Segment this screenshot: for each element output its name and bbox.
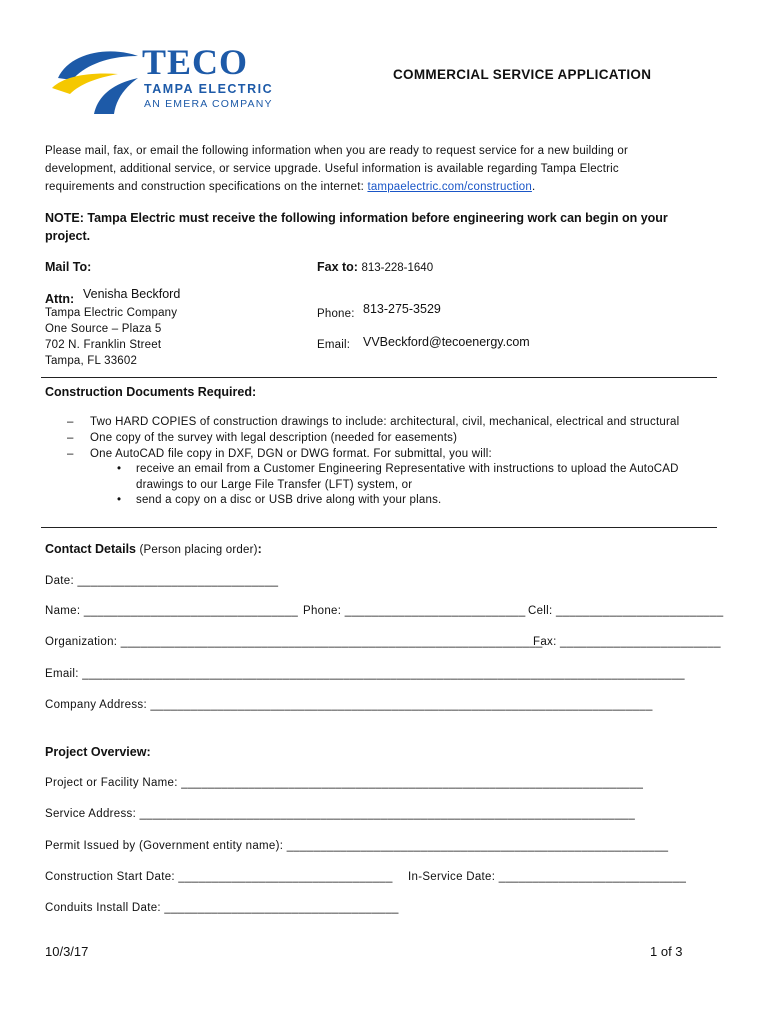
dash-icon: – — [67, 432, 74, 444]
date-field[interactable]: Date: ______________________________ — [45, 575, 279, 587]
construction-link[interactable]: tampaelectric.com/construction — [367, 181, 532, 193]
contact-details-heading — [45, 542, 262, 556]
bullet-icon: • — [117, 494, 122, 506]
intro-line-2: development, additional service, or service upgrade. Useful information is available regarding Tampa Electric — [45, 163, 619, 175]
company-address-field[interactable]: Company Address: ___________________________________________________________________________ — [45, 699, 653, 711]
fax-field[interactable]: Fax: ________________________ — [533, 636, 721, 648]
mail-to-label: Mail To: — [45, 260, 92, 274]
footer-page-number: 1 of 3 — [650, 944, 683, 959]
phone-label: Phone: — [317, 308, 355, 320]
construction-docs-heading: Construction Documents Required: — [45, 385, 257, 399]
note-line-2: project. — [45, 229, 91, 243]
doc-sub-item-1-cont: drawings to our Large File Transfer (LFT) system, or — [136, 479, 413, 491]
fax-to-label — [317, 260, 433, 274]
doc-item-1: Two HARD COPIES of construction drawings to include: architectural, civil, mechanical, electrical and structural — [90, 416, 680, 428]
bullet-icon: • — [117, 463, 122, 475]
intro-line-3-text: requirements and construction specifications on the internet: — [45, 181, 368, 193]
footer-date: 10/3/17 — [45, 944, 89, 959]
contact-details-colon: : — [257, 542, 262, 556]
facility-name-field[interactable]: Project or Facility Name: _____________________________________________________________________ — [45, 777, 644, 789]
page-title: COMMERCIAL SERVICE APPLICATION — [393, 67, 652, 82]
in-service-date-field[interactable]: In-Service Date: ____________________________ — [408, 871, 687, 883]
doc-item-3: One AutoCAD file copy in DXF, DGN or DWG format. For submittal, you will: — [90, 448, 492, 460]
email-label: Email: — [317, 339, 351, 351]
phone-field[interactable]: Phone: ___________________________ — [303, 605, 526, 617]
dash-icon: – — [67, 416, 74, 428]
intro-line-1: Please mail, fax, or email the following information when you are ready to request service for a new building or — [45, 145, 628, 157]
cell-field[interactable]: Cell: _________________________ — [528, 605, 724, 617]
logo-brand: TECO — [142, 42, 249, 82]
contact-details-subtitle: (Person placing order) — [139, 544, 258, 556]
doc-sub-item-1: receive an email from a Customer Engineering Representative with instructions to upload the AutoCAD — [136, 463, 679, 475]
mail-address-line-3: 702 N. Franklin Street — [45, 339, 162, 351]
intro-line-3 — [45, 181, 535, 193]
logo-tampa-electric: TAMPA ELECTRIC — [144, 82, 274, 96]
doc-item-2: One copy of the survey with legal description (needed for easements) — [90, 432, 458, 444]
phone-value: 813-275-3529 — [363, 302, 441, 316]
email-value: VVBeckford@tecoenergy.com — [363, 335, 530, 349]
teco-logo — [50, 42, 330, 114]
note-line-1: NOTE: Tampa Electric must receive the following information before engineering work can begin on your — [45, 211, 668, 225]
mail-address-line-2: One Source – Plaza 5 — [45, 323, 162, 335]
organization-field[interactable]: Organization: _______________________________________________________________ — [45, 636, 543, 648]
intro-line-3-end: . — [531, 181, 536, 193]
conduits-date-field[interactable]: Conduits Install Date: ___________________________________ — [45, 902, 399, 914]
logo-emera: AN EMERA COMPANY — [144, 98, 273, 110]
permit-field[interactable]: Permit Issued by (Government entity name): _________________________________________________________ — [45, 840, 669, 852]
construction-start-field[interactable]: Construction Start Date: ________________________________ — [45, 871, 393, 883]
mail-address-line-1: Tampa Electric Company — [45, 307, 178, 319]
mail-address-line-4: Tampa, FL 33602 — [45, 355, 138, 367]
divider-1 — [41, 377, 717, 378]
project-overview-heading: Project Overview: — [45, 745, 151, 759]
teco-logo-swoosh-icon — [50, 42, 140, 114]
doc-sub-item-2: send a copy on a disc or USB drive along with your plans. — [136, 494, 442, 506]
fax-label: Fax to: — [317, 260, 358, 274]
dash-icon: – — [67, 448, 74, 460]
attn-name: Venisha Beckford — [83, 287, 181, 301]
name-field[interactable]: Name: ________________________________ — [45, 605, 299, 617]
contact-details-title: Contact Details — [45, 542, 136, 556]
attn-label: Attn: — [45, 292, 75, 306]
divider-2 — [41, 527, 717, 528]
service-address-field[interactable]: Service Address: __________________________________________________________________________ — [45, 808, 636, 820]
email-field[interactable]: Email: __________________________________________________________________________________________ — [45, 668, 685, 680]
fax-value: 813-228-1640 — [361, 262, 434, 274]
